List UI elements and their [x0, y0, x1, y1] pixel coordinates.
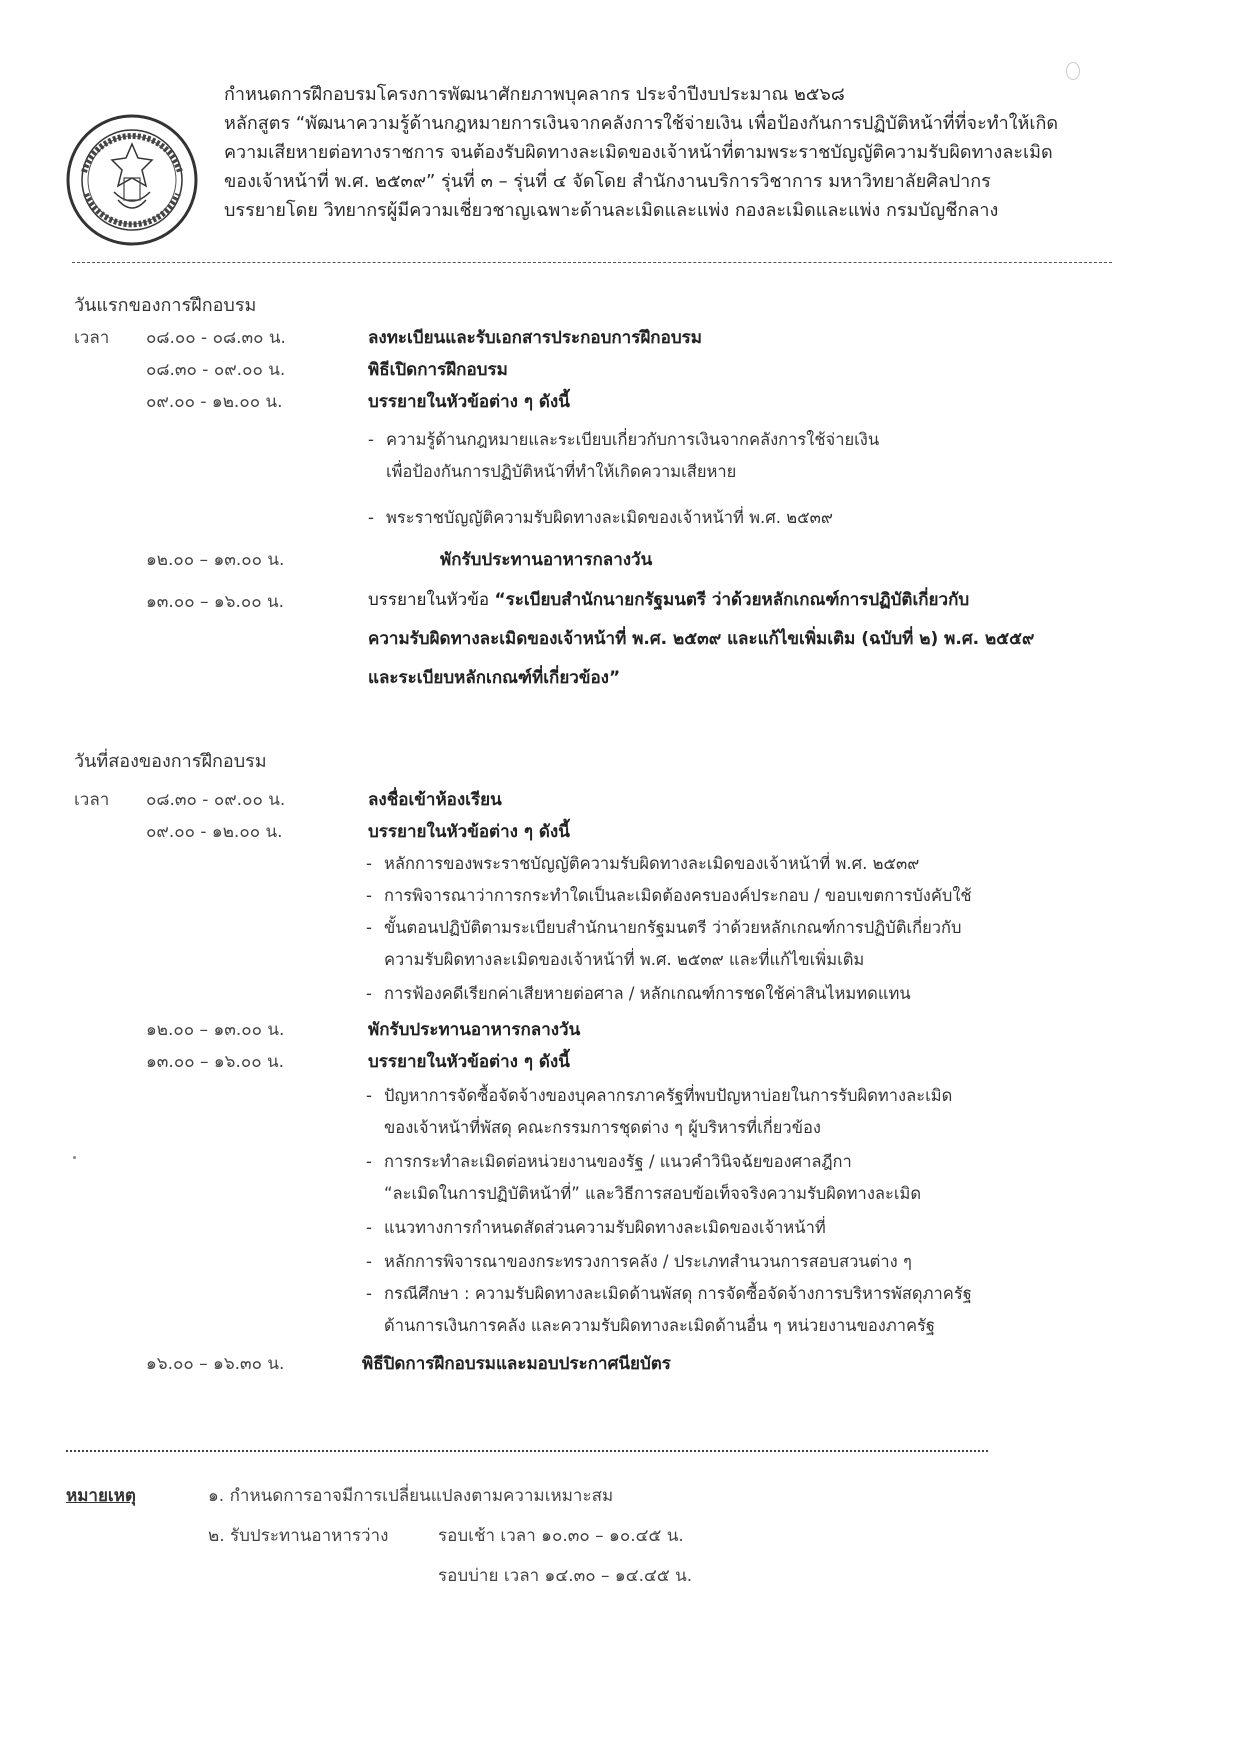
schedule-time: ๐๘.๓๐ - ๐๙.๐๐ น.: [146, 360, 286, 380]
topic-text-continued: ความรับผิดทางละเมิดของเจ้าหน้าที่ พ.ศ. ๒๕๓๙ และที่แก้ไขเพิ่มเติม: [384, 950, 865, 969]
header-line-5: บรรยายโดย วิทยากรผู้มีความเชี่ยวชาญเฉพาะด้านละเมิดและแพ่ง กองละเมิดและแพ่ง กรมบัญชีกลาง: [224, 200, 999, 221]
schedule-activity: พิธีปิดการฝึกอบรมและมอบประกาศนียบัตร: [362, 1354, 671, 1374]
note-item-1: ๑. กำหนดการอาจมีการเปลี่ยนแปลงตามความเหมาะสม: [208, 1486, 614, 1506]
dash-icon: -: [366, 918, 372, 937]
scan-speck: [73, 1156, 76, 1159]
dash-icon: -: [368, 430, 374, 449]
afternoon-topic-line-2: ความรับผิดทางละเมิดของเจ้าหน้าที่ พ.ศ. ๒๕๓๙ และแก้ไขเพิ่มเติม (ฉบับที่ ๒) พ.ศ. ๒๕๕๙: [368, 629, 1035, 649]
dash-icon: -: [366, 1252, 372, 1271]
schedule-time: ๑๒.๐๐ – ๑๓.๐๐ น.: [146, 1020, 285, 1040]
note-item-2-label: ๒. รับประทานอาหารว่าง: [208, 1526, 389, 1546]
scan-mark: [1066, 62, 1080, 80]
topic-text: ขั้นตอนปฏิบัติตามระเบียบสำนักนายกรัฐมนตรี ว่าด้วยหลักเกณฑ์การปฏิบัติเกี่ยวกับ: [384, 918, 962, 937]
schedule-activity: พิธีเปิดการฝึกอบรม: [368, 360, 508, 380]
header-divider: [72, 262, 1112, 263]
dash-icon: -: [368, 508, 374, 527]
topic-bullet: [366, 1246, 912, 1278]
topic-text: กรณีศึกษา : ความรับผิดทางละเมิดด้านพัสดุ การจัดซื้อจัดจ้างการบริหารพัสดุภาครัฐ: [384, 1284, 972, 1303]
topic-text-continued: ด้านการเงินการคลัง และความรับผิดทางละเมิดด้านอื่น ๆ หน่วยงานของภาครัฐ: [384, 1316, 935, 1335]
header-line-4: ของเจ้าหน้าที่ พ.ศ. ๒๕๓๙” รุ่นที่ ๓ – รุ่นที่ ๔ จัดโดย สำนักงานบริการวิชาการ มหาวิทยาลัยศิลปากร: [224, 171, 991, 192]
schedule-time: ๑๓.๐๐ – ๑๖.๐๐ น.: [146, 592, 285, 612]
schedule-activity: บรรยายในหัวข้อ: [368, 590, 490, 610]
schedule-row: [146, 818, 1126, 850]
topic-bullet: [366, 1278, 972, 1342]
topic-text: แนวทางการกำหนดสัดส่วนความรับผิดทางละเมิดของเจ้าหน้าที่: [384, 1218, 826, 1237]
dash-icon: -: [366, 854, 372, 873]
dash-icon: -: [366, 1284, 372, 1303]
topic-text: พระราชบัญญัติความรับผิดทางละเมิดของเจ้าหน้าที่ พ.ศ. ๒๕๓๙: [386, 508, 833, 527]
schedule-row: [146, 786, 1126, 818]
dash-icon: -: [366, 1218, 372, 1237]
topic-bullet: [366, 978, 911, 1010]
schedule-row: [146, 1016, 1126, 1048]
topic-text: การกระทำละเมิดต่อหน่วยงานของรัฐ / แนวคำวินิจฉัยของศาลฎีกา: [384, 1152, 852, 1171]
dash-icon: -: [366, 886, 372, 905]
topic-text: หลักการของพระราชบัญญัติความรับผิดทางละเมิดของเจ้าหน้าที่ พ.ศ. ๒๕๓๙: [384, 854, 920, 873]
afternoon-topic-line-3: และระเบียบหลักเกณฑ์ที่เกี่ยวข้อง”: [368, 668, 621, 688]
notes-label: หมายเหตุ: [66, 1486, 136, 1506]
topic-text-continued: เพื่อป้องกันการปฏิบัติหน้าที่ทำให้เกิดความเสียหาย: [386, 462, 737, 481]
schedule-time: ๐๘.๐๐ - ๐๘.๓๐ น.: [146, 328, 286, 348]
dash-icon: -: [366, 1086, 372, 1105]
day1-time-label: เวลา: [74, 328, 110, 348]
topic-text-continued: “ละเมิดในการปฏิบัติหน้าที่” และวิธีการสอบข้อเท็จจริงความรับผิดทางละเมิด: [384, 1184, 922, 1203]
schedule-activity: ลงทะเบียนและรับเอกสารประกอบการฝึกอบรม: [368, 328, 702, 348]
afternoon-topic-block: [368, 584, 1128, 695]
topic-text: ความรู้ด้านกฎหมายและระเบียบเกี่ยวกับการเงินจากคลังการใช้จ่ายเงิน: [386, 430, 880, 449]
dash-icon: -: [366, 984, 372, 1003]
topic-bullet: [366, 1080, 952, 1144]
day1-title: วันแรกของการฝึกอบรม: [74, 295, 257, 316]
schedule-time: ๑๖.๐๐ – ๑๖.๓๐ น.: [146, 1354, 285, 1374]
topic-bullet: [366, 880, 972, 912]
schedule-activity: พักรับประทานอาหารกลางวัน: [368, 1020, 581, 1040]
topic-bullet: [366, 1212, 826, 1244]
topic-text: ปัญหาการจัดซื้อจัดจ้างของบุคลากรภาครัฐที่พบปัญหาบ่อยในการรับผิดทางละเมิด: [384, 1086, 953, 1105]
university-seal-logo: [64, 112, 200, 248]
schedule-activity: บรรยายในหัวข้อต่าง ๆ ดังนี้: [368, 392, 570, 412]
day2-title: วันที่สองของการฝึกอบรม: [74, 751, 267, 772]
header-line-1: กำหนดการฝึกอบรมโครงการพัฒนาศักยภาพบุคลากร ประจำปีงบประมาณ ๒๕๖๘: [224, 84, 845, 105]
topic-bullet: [368, 502, 833, 534]
afternoon-topic-line-1: “ระเบียบสำนักนายกรัฐมนตรี ว่าด้วยหลักเกณฑ์การปฏิบัติเกี่ยวกับ: [494, 590, 970, 610]
schedule-row: [146, 324, 1126, 356]
schedule-time: ๐๙.๐๐ - ๑๒.๐๐ น.: [146, 392, 283, 412]
dash-icon: -: [366, 1152, 372, 1171]
schedule-time: ๐๘.๓๐ - ๐๙.๐๐ น.: [146, 790, 286, 810]
schedule-row: [146, 546, 1126, 578]
schedule-activity: บรรยายในหัวข้อต่าง ๆ ดังนี้: [368, 1052, 570, 1072]
document-header: [224, 80, 1124, 225]
schedule-activity: บรรยายในหัวข้อต่าง ๆ ดังนี้: [368, 822, 570, 842]
header-line-3: ความเสียหายต่อทางราชการ จนต้องรับผิดทางละเมิดของเจ้าหน้าที่ตามพระราชบัญญัติความรับผิดทางละเมิด: [224, 142, 1053, 163]
schedule-activity: พักรับประทานอาหารกลางวัน: [440, 550, 653, 570]
header-line-2: หลักสูตร “พัฒนาความรู้ด้านกฎหมายการเงินจากคลังการใช้จ่ายเงิน เพื่อป้องกันการปฏิบัติหน้าที่ที่จะทำให้เกิด: [224, 113, 1059, 134]
schedule-time: ๐๙.๐๐ - ๑๒.๐๐ น.: [146, 822, 283, 842]
topic-bullet: [366, 912, 961, 976]
topic-text: การฟ้องคดีเรียกค่าเสียหายต่อศาล / หลักเกณฑ์การชดใช้ค่าสินไหมทดแทน: [384, 984, 911, 1003]
schedule-time: ๑๓.๐๐ – ๑๖.๐๐ น.: [146, 1052, 285, 1072]
schedule-row: [146, 388, 1126, 420]
topic-text: การพิจารณาว่าการกระทำใดเป็นละเมิดต้องครบองค์ประกอบ / ขอบเขตการบังคับใช้: [384, 886, 972, 905]
schedule-activity: ลงชื่อเข้าห้องเรียน: [368, 790, 502, 810]
topic-bullet: [366, 1146, 921, 1210]
schedule-time: ๑๒.๐๐ – ๑๓.๐๐ น.: [146, 550, 285, 570]
day2-time-label: เวลา: [74, 790, 110, 810]
schedule-row: [146, 356, 1126, 388]
note-item-2-afternoon: รอบบ่าย เวลา ๑๔.๓๐ – ๑๔.๔๕ น.: [438, 1566, 693, 1586]
footer-divider: [66, 1450, 988, 1452]
topic-text: หลักการพิจารณาของกระทรวงการคลัง / ประเภทสำนวนการสอบสวนต่าง ๆ: [384, 1252, 912, 1271]
schedule-row: [146, 1350, 1126, 1382]
topic-bullet: [368, 424, 879, 488]
schedule-row: [146, 1048, 1126, 1080]
topic-bullet: [366, 848, 919, 880]
note-item-2-morning: รอบเช้า เวลา ๑๐.๓๐ – ๑๐.๔๕ น.: [438, 1526, 684, 1546]
topic-text-continued: ของเจ้าหน้าที่พัสดุ คณะกรรมการชุดต่าง ๆ ผู้บริหารที่เกี่ยวข้อง: [384, 1118, 821, 1137]
